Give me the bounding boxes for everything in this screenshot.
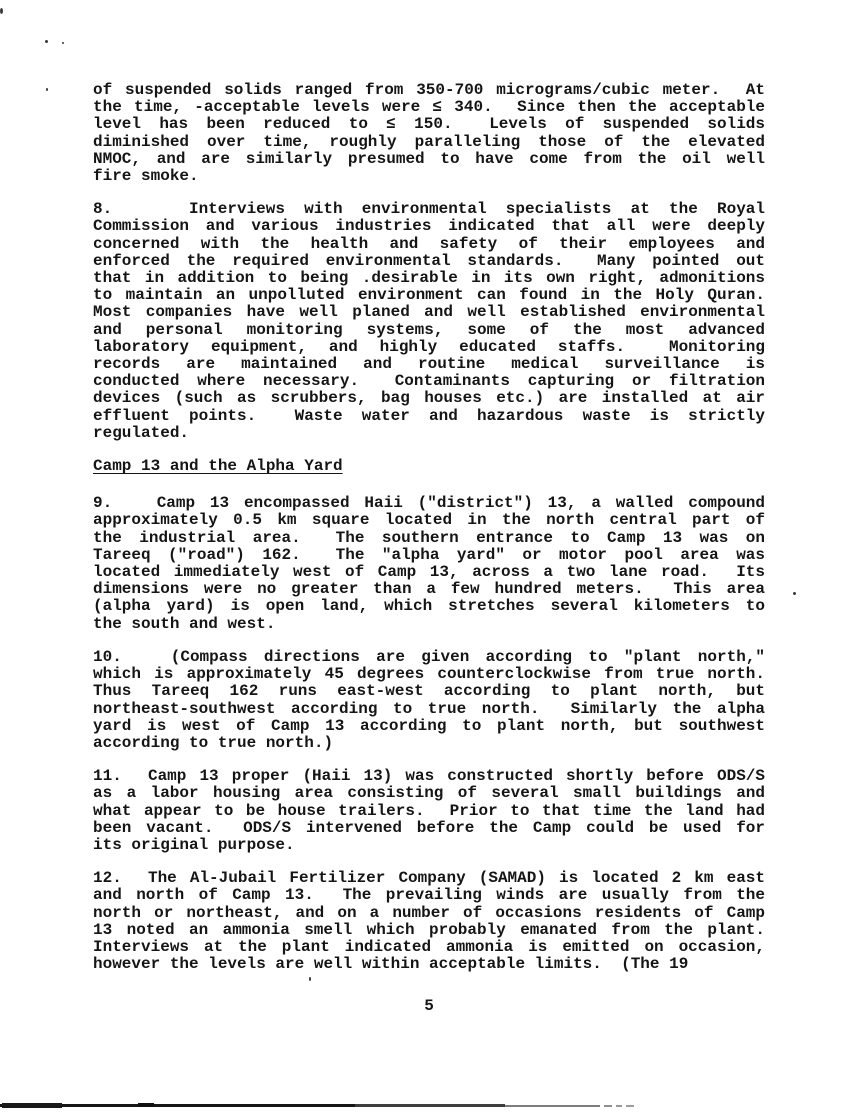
document-line: devices (such as scrubbers, bag houses etc.) are installed at air [93,389,765,408]
document-line: records are maintained and routine medical surveillance is [93,355,765,374]
document-line: 13 noted an ammonia smell which probably emanated from the plant. [93,920,765,939]
document-line: located immediately west of Camp 13, across a two lane road. Its [93,563,765,582]
document-line: conducted where necessary. Contaminants capturing or filtration [93,372,765,391]
section-heading-camp13: Camp 13 and the Alpha Yard [93,457,343,476]
paragraph-12 [93,870,765,973]
document-line: regulated. [93,423,190,442]
page-number: 5 [424,997,434,1015]
scan-band-dash [604,1105,612,1107]
scan-artifact-speck [793,592,796,595]
document-line: that in addition to being .desirable in its own right, admonitions [93,269,765,288]
scan-band-segment [505,1105,600,1107]
document-line: Interviews at the plant indicated ammonia is emitted on occasion, [93,937,765,956]
page-footer [93,982,765,1015]
document-line: 12. The Al-Jubail Fertilizer Company (SAMAD) is located 2 km east [93,869,765,888]
document-line: 10. (Compass directions are given according to "plant north," [93,647,765,666]
document-line: 11. Camp 13 proper (Haii 13) was constructed shortly before ODS/S [93,767,765,786]
scan-band-segment [355,1104,505,1107]
paragraph-8 [93,201,765,442]
document-line: diminished over time, roughly paralleling those of the elevated [93,132,765,151]
document-line: (alpha yard) is open land, which stretches several kilometers to [93,597,765,616]
scan-artifact-speck [62,42,64,44]
document-line: its original purpose. [93,835,295,854]
document-line: what appear to be house trailers. Prior to that time the land had [93,801,765,820]
paragraph-11 [93,768,765,854]
document-line: according to true north.) [93,733,334,752]
document-line: as a labor housing area consisting of several small buildings and [93,784,765,803]
scan-artifact-speck [0,8,3,14]
document-line: laboratory equipment, and highly educated staffs. Monitoring [93,337,765,356]
document-line: the industrial area. The southern entrance to Camp 13 was on [93,528,765,547]
scan-band-dash [626,1105,634,1107]
document-line: Thus Tareeq 162 runs east-west according to plant north, but [93,682,765,701]
document-line: Most companies have well planed and well established environmental [93,303,765,322]
document-line: Commission and various industries indicated that all were deeply [93,217,765,236]
document-line: of suspended solids ranged from 350-700 micrograms/cubic meter. At [93,81,765,99]
document-line: the time, -acceptable levels were ≤ 340. Since then the acceptable [93,98,765,117]
paragraph-9 [93,495,765,633]
document-line: yard is west of Camp 13 according to plant north, but southwest [93,716,765,735]
scan-band-dash [616,1105,622,1107]
document-line: concerned with the health and safety of their employees and [93,234,765,253]
document-text-block [93,82,765,989]
document-line: Tareeq ("road") 162. The "alpha yard" or motor pool area was [93,545,765,564]
document-line: the south and west. [93,614,276,633]
scan-artifact-speck [45,40,48,43]
document-line: NMOC, and are similarly presumed to have come from the oil well [93,149,765,168]
paragraph-7-continuation [93,82,765,185]
paragraph-10 [93,649,765,752]
document-line: north or northeast, and on a number of occasions residents of Camp [93,903,765,922]
document-line: northeast-southwest according to true north. Similarly the alpha [93,699,765,718]
document-line: level has been reduced to ≤ 150. Levels of suspended solids [93,115,765,134]
document-line: and personal monitoring systems, some of the most advanced [93,320,765,339]
document-line: dimensions were no greater than a few hundred meters. This area [93,580,765,599]
scan-artifact-speck [46,88,48,91]
document-line: which is approximately 45 degrees counterclockwise from true north. [93,665,765,684]
document-line: 9. Camp 13 encompassed Haii ("district") 13, a walled compound [93,494,765,513]
document-line: however the levels are well within acceptable limits. (The 19 [93,955,689,974]
scan-band-segment [138,1103,154,1107]
document-line: approximately 0.5 km square located in the north central part of [93,511,765,530]
document-line: 8. Interviews with environmental specialists at the Royal [93,200,765,219]
document-line: been vacant. ODS/S intervened before the Camp could be used for [93,818,765,837]
document-line: enforced the required environmental standards. Many pointed out [93,251,765,270]
document-line: effluent points. Waste water and hazardous waste is strictly [93,406,765,425]
document-line: to maintain an unpolluted environment can found in the Holy Quran. [93,286,765,305]
document-line: fire smoke. [93,167,199,186]
scan-band-segment [2,1103,62,1108]
document-line: and north of Camp 13. The prevailing winds are usually from the [93,886,765,905]
